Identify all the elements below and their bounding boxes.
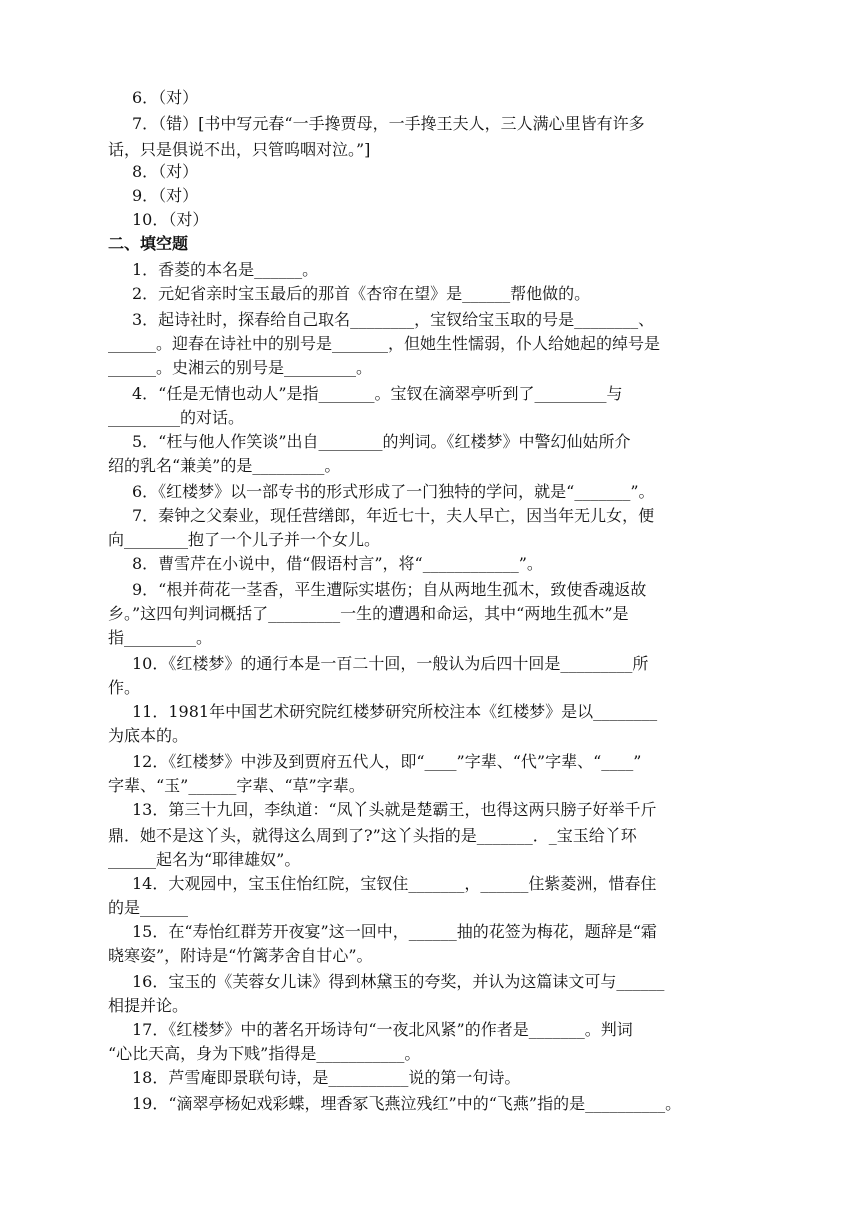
question-3-line-2: ______。迎春在诗社中的别号是_______，但她生性懦弱，仆人给她起的绰号是: [108, 334, 661, 353]
question-9-line-2: 乡。”这四句判词概括了_________一生的遭遇和命运，其中“两地生孤木”是: [108, 604, 629, 623]
answer-10: 10．（对）: [132, 210, 209, 229]
question-14-line-2: 的是______: [108, 898, 189, 917]
question-8: 8．曹雪芹在小说中，借“假语村言”，将“____________”。: [132, 554, 543, 573]
question-12-line-2: 字辈、“玉”______字辈、“草”字辈。: [108, 776, 365, 795]
question-17-line-2: “心比天高，身为下贱”指得是___________。: [108, 1044, 421, 1063]
question-10-line-2: 作。: [108, 678, 141, 697]
answer-6: 6．（对）: [132, 88, 199, 107]
question-2: 2．元妃省亲时宝玉最后的那首《杏帘在望》是______帮他做的。: [132, 284, 591, 303]
question-13-line-3: ______起名为“耶律雄奴”。: [108, 850, 301, 869]
question-12-line-1: 12．《红楼梦》中涉及到贾府五代人，即“____”字辈、“代”字辈、“____”: [132, 752, 642, 771]
question-7-line-1: 7．秦钟之父秦业，现任营缮郎，年近七十，夫人早亡，因当年无儿女，便: [132, 506, 655, 525]
question-11-line-2: 为底本的。: [108, 726, 189, 745]
question-9-line-3: 指_________。: [108, 628, 213, 647]
question-7-line-2: 向________抱了一个儿子并一个女儿。: [108, 530, 381, 549]
question-16-line-1: 16．宝玉的《芙蓉女儿诔》得到林黛玉的夸奖，并认为这篇诔文可与______: [132, 972, 665, 991]
question-4-line-1: 4．“任是无情也动人”是指_______。宝钗在滴翠亭听到了_________与: [132, 384, 623, 403]
question-9-line-1: 9．“根并荷花一茎香，平生遭际实堪伤；自从两地生孤木，致使香魂返故: [132, 580, 647, 599]
question-15-line-1: 15．在“寿怡红群芳开夜宴”这一回中，______抽的花签为梅花，题辞是“霜: [132, 922, 657, 941]
question-15-line-2: 晓寒姿”，附诗是“竹篱茅舍自甘心”。: [108, 946, 373, 965]
question-1: 1．香菱的本名是______。: [132, 260, 319, 279]
question-5-line-2: 绍的乳名“兼美”的是_________。: [108, 456, 341, 475]
question-6: 6．《红楼梦》以一部专书的形式形成了一门独特的学问，就是“_______”。: [132, 482, 655, 501]
question-11-line-1: 11．1981年中国艺术研究院红楼梦研究所校注本《红楼梦》是以________: [132, 702, 658, 721]
section-heading: 二、填空题: [108, 234, 189, 253]
question-3-line-3: ______。史湘云的别号是_________。: [108, 358, 373, 377]
question-5-line-1: 5．“枉与他人作笑谈”出自________的判词。《红楼梦》中警幻仙姑所介: [132, 432, 631, 451]
answer-7-line-2: 话，只是俱说不出，只管呜咽对泣。”]: [108, 140, 371, 159]
answer-9: 9．（对）: [132, 186, 199, 205]
question-19: 19．“滴翠亭杨妃戏彩蝶，埋香冢飞燕泣残红”中的“飞燕”指的是__________。: [132, 1094, 682, 1113]
question-14-line-1: 14．大观园中，宝玉住怡红院，宝钗住_______，______住紫菱洲，惜春住: [132, 874, 657, 893]
question-18: 18．芦雪庵即景联句诗，是__________说的第一句诗。: [132, 1068, 521, 1087]
question-17-line-1: 17．《红楼梦》中的著名开场诗句“一夜北风紧”的作者是_______。判词: [132, 1020, 633, 1039]
question-4-line-2: _________的对话。: [108, 408, 245, 427]
question-10-line-1: 10．《红楼梦》的通行本是一百二十回，一般认为后四十回是_________所: [132, 654, 649, 673]
answer-7-line-1: 7．（错）[书中写元春“一手搀贾母，一手搀王夫人，三人满心里皆有许多: [132, 114, 645, 133]
question-3-line-1: 3．起诗社时，探春给自己取名________，宝钗给宝玉取的号是________、: [132, 310, 655, 329]
question-13-line-2: 鼎．她不是这丫头，就得这么周到了?”这丫头指的是_______．_宝玉给丫环: [108, 826, 637, 845]
question-13-line-1: 13．第三十九回，李纨道：“凤丫头就是楚霸王，也得这两只膀子好举千斤: [132, 800, 657, 819]
answer-8: 8．（对）: [132, 162, 199, 181]
question-16-line-2: 相提并论。: [108, 996, 189, 1015]
